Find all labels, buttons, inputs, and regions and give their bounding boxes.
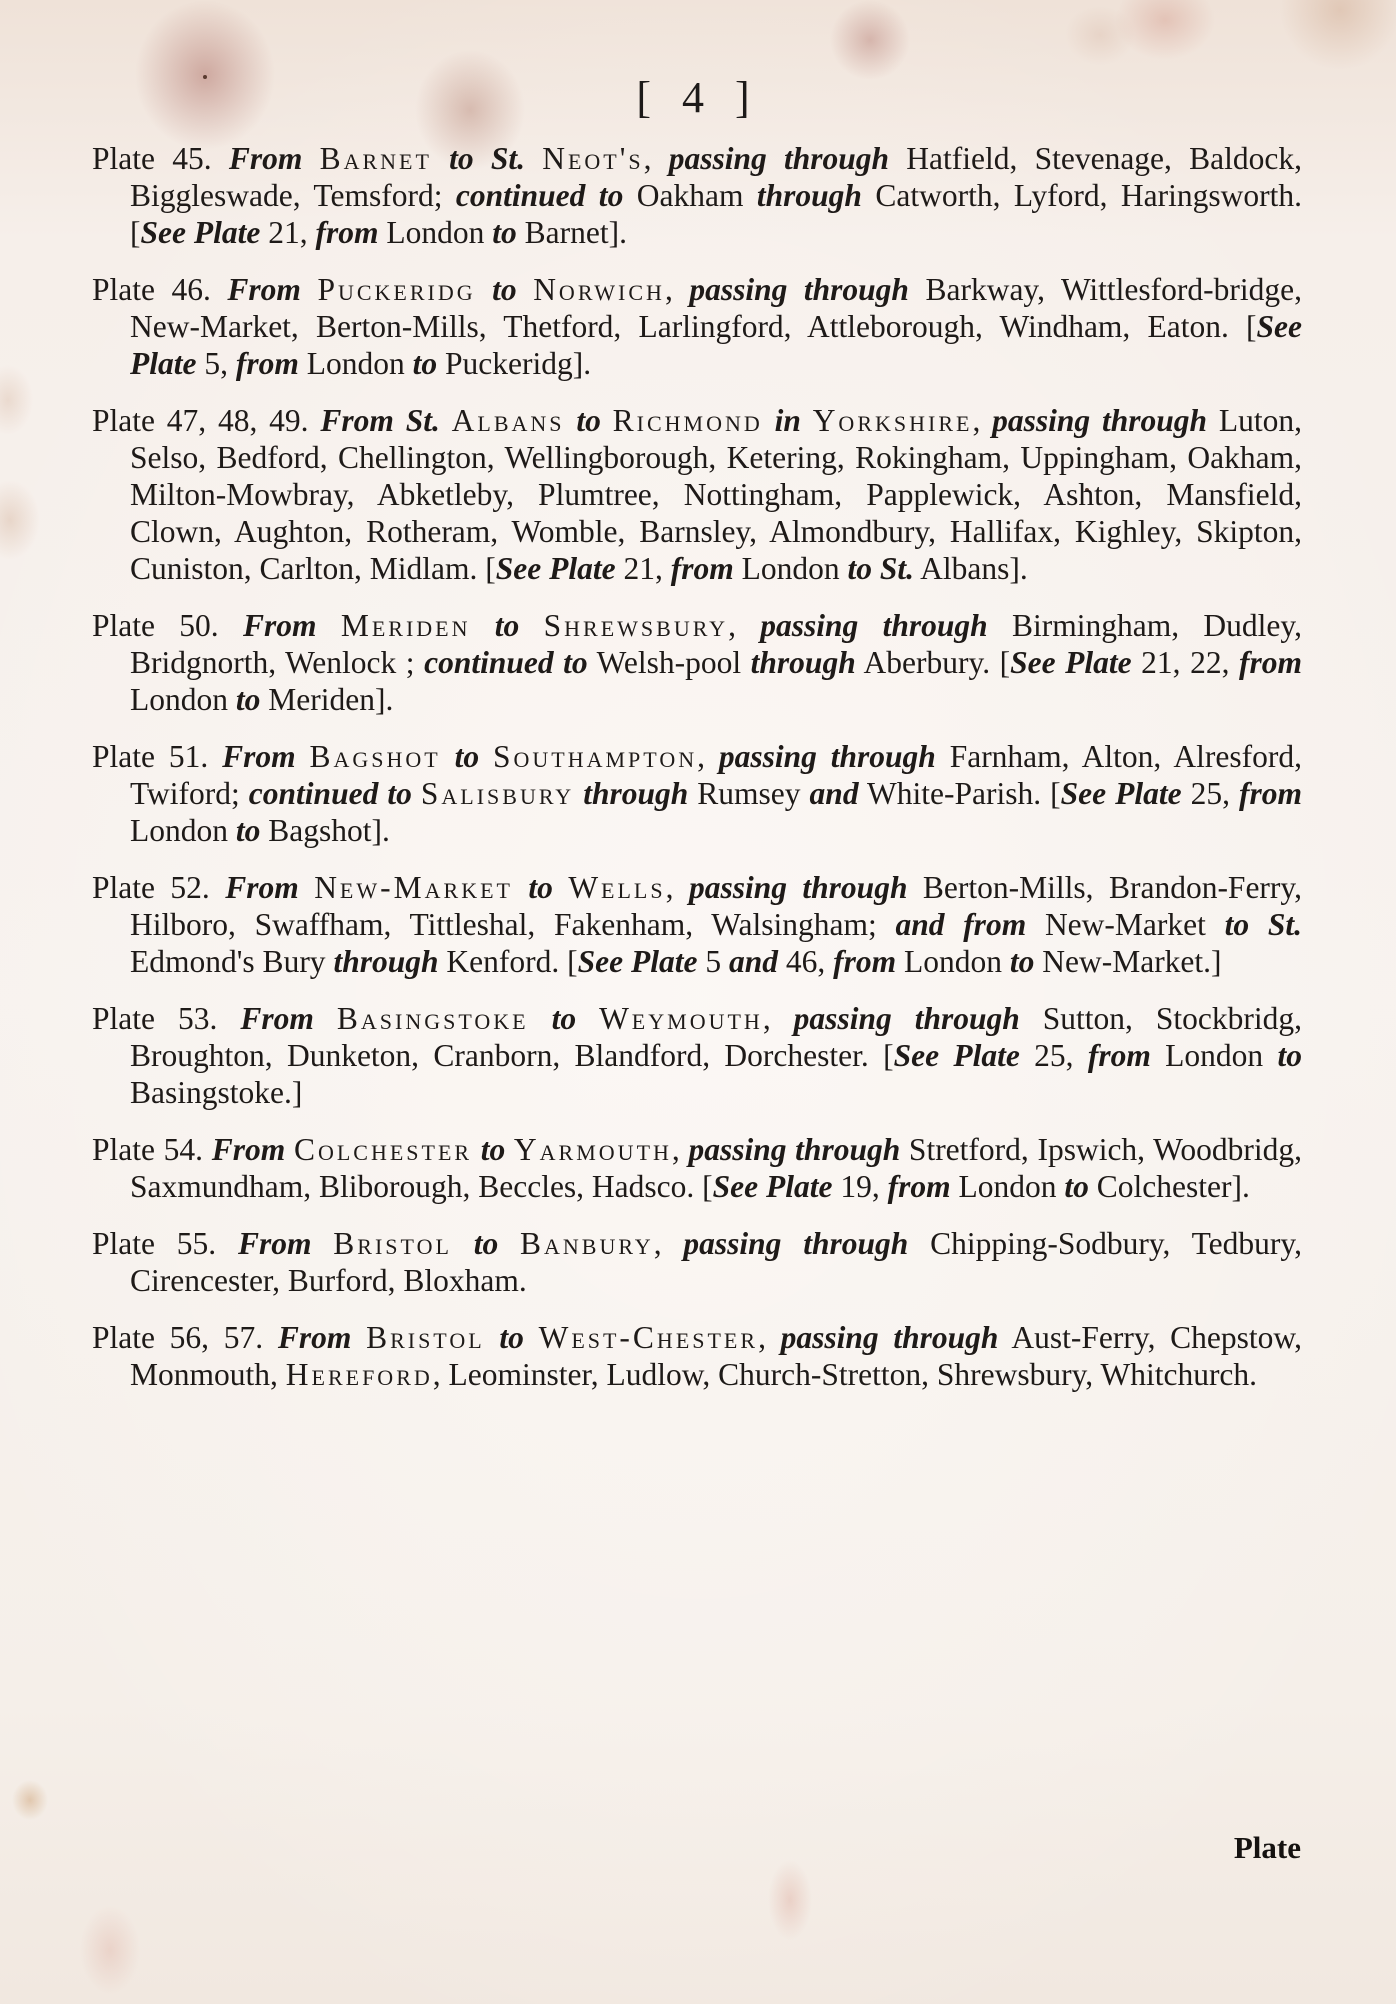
text-run: Aberbury. [ xyxy=(855,645,1011,680)
italic-run: See Plate xyxy=(140,215,261,250)
italic-run: from xyxy=(235,346,299,381)
plate-entry xyxy=(92,738,1302,849)
text-run: London xyxy=(1150,1038,1278,1073)
text-run: Stretford, Ipswich, Woodbridg, Saxmundham, Bliborough, Beccles, Hadsco. [ xyxy=(130,1132,1302,1204)
text-run: Farnham, Alton, Alresford, Twiford; xyxy=(130,739,1302,811)
italic-run: continued to xyxy=(424,645,588,680)
text-run xyxy=(314,1001,337,1036)
italic-run: See Plate xyxy=(1060,776,1182,811)
italic-run: continued to xyxy=(248,776,412,811)
italic-run: through xyxy=(574,776,689,811)
text-run: , xyxy=(643,141,669,176)
italic-run: to xyxy=(470,608,544,643)
place-name: Bristol xyxy=(333,1226,452,1261)
text-run xyxy=(351,1320,366,1355)
place-name: Banbury xyxy=(520,1226,654,1261)
text-run: 19, xyxy=(832,1169,888,1204)
italic-run: from xyxy=(1238,776,1302,811)
italic-run: to St. xyxy=(847,551,914,586)
italic-run: See Plate xyxy=(712,1169,833,1204)
text-run: Welsh-pool xyxy=(587,645,751,680)
italic-run: to xyxy=(412,346,438,381)
text-run: Meriden]. xyxy=(260,682,394,717)
text-run xyxy=(296,739,310,774)
italic-run: passing through xyxy=(780,1320,999,1355)
text-run: Barkway, Wittlesford-bridge, New-Market, Berton-Mills, Thetford, Larlingford, Attleborough, Windham, Eaton. [ xyxy=(130,272,1302,344)
plate-list xyxy=(92,140,1302,1413)
italic-run: to xyxy=(564,403,613,438)
text-run: , xyxy=(762,1001,794,1036)
text-run: 5 xyxy=(697,944,729,979)
italic-run: to xyxy=(235,813,261,848)
text-run: 21, 22, xyxy=(1131,645,1240,680)
text-run: Chipping-Sodbury, Tedbury, Cirencester, Burford, Bloxham. xyxy=(130,1226,1302,1298)
italic-run: in xyxy=(762,403,813,438)
place-name: Bagshot xyxy=(309,739,441,774)
italic-run: from xyxy=(833,944,897,979)
italic-run: passing through xyxy=(793,1001,1020,1036)
text-run: Catworth, Lyford, Haringsworth. [ xyxy=(130,178,1303,250)
catchword: Plate xyxy=(1233,1830,1301,1865)
text-run: Luton, Selso, Bedford, Chellington, Wellingborough, Ketering, Rokingham, Uppingham, Oakham, Milton-Mowbray, Abketleby, Plumtree, Nottingham, Papplewick, Ashton, Mansfield, Clown, Aughton, Rotheram, Womble, Barnsley, Almondbury, Hallifax, Kighley, Skipton, Cuniston, Carlton, Midlam. [ xyxy=(130,403,1302,586)
text-run: , xyxy=(758,1320,781,1355)
italic-run: From xyxy=(242,608,317,643)
text-run: Albans]. xyxy=(914,551,1028,586)
italic-run: See Plate xyxy=(130,309,1302,381)
text-run: New-Market.] xyxy=(1034,944,1222,979)
text-run: 25, xyxy=(1019,1038,1088,1073)
text-run: , xyxy=(653,1226,684,1261)
italic-run: passing through xyxy=(688,870,908,905)
text-run: Edmond's Bury xyxy=(130,944,334,979)
place-name: Richmond xyxy=(612,403,763,438)
italic-run: from xyxy=(1239,645,1303,680)
plate-label: Plate 55. xyxy=(92,1226,238,1261)
italic-run: From xyxy=(228,141,303,176)
place-name: Wells xyxy=(568,870,666,905)
text-run: Birmingham, Dudley, Bridgnorth, Wenlock ; xyxy=(130,608,1302,680)
place-name: West-Chester xyxy=(538,1320,759,1355)
place-name: Neot's xyxy=(542,141,644,176)
plate-label: Plate 47, 48, 49. xyxy=(92,403,321,438)
italic-run: From xyxy=(222,739,296,774)
italic-run: See Plate xyxy=(1010,645,1132,680)
text-run: Hatfield, Stevenage, Baldock, Biggleswade, Temsford; xyxy=(130,141,1302,213)
text-run: Berton-Mills, Brandon-Ferry, Hilboro, Swaffham, Tittleshal, Fakenham, Walsingham; xyxy=(130,870,1302,942)
italic-run: passing through xyxy=(718,739,936,774)
plate-entry xyxy=(92,1319,1302,1393)
text-run: London xyxy=(733,551,848,586)
italic-run: From xyxy=(211,1132,286,1167)
place-name: Colchester xyxy=(293,1132,473,1167)
plate-entry xyxy=(92,1225,1302,1299)
italic-run: continued to xyxy=(455,178,624,213)
text-run xyxy=(299,870,314,905)
italic-run: from xyxy=(315,215,379,250)
text-run: New-Market xyxy=(1026,907,1225,942)
place-name: Albans xyxy=(451,403,565,438)
text-run: Aust-Ferry, Chepstow, Monmouth, xyxy=(130,1320,1302,1392)
text-run: , xyxy=(665,870,689,905)
italic-run: to xyxy=(512,870,569,905)
text-run xyxy=(301,272,318,307)
place-name: Hereford xyxy=(285,1357,433,1392)
plate-label: Plate 50. xyxy=(92,608,243,643)
plate-label: Plate 52. xyxy=(92,870,226,905)
italic-run: from xyxy=(670,551,734,586)
place-name: Shrewsbury xyxy=(543,608,729,643)
italic-run: See Plate xyxy=(577,944,698,979)
italic-run: to xyxy=(235,682,261,717)
text-run xyxy=(285,1132,294,1167)
plate-entry xyxy=(92,402,1302,587)
italic-run: to xyxy=(1277,1038,1302,1073)
place-name: Barnet xyxy=(319,141,432,176)
plate-label: Plate 53. xyxy=(92,1001,241,1036)
italic-run: and from xyxy=(895,907,1027,942)
italic-run: passing through xyxy=(760,608,988,643)
text-run: Sutton, Stockbridg, Broughton, Dunketon, Cranborn, Blandford, Dorchester. [ xyxy=(130,1001,1302,1073)
text-run xyxy=(412,776,421,811)
italic-run: From St. xyxy=(320,403,440,438)
italic-run: to St. xyxy=(1224,907,1302,942)
plate-label: Plate 56, 57. xyxy=(92,1320,278,1355)
plate-entry xyxy=(92,1000,1302,1111)
italic-run: to xyxy=(1009,944,1035,979)
text-run: Oakham xyxy=(623,178,757,213)
plate-entry xyxy=(92,271,1302,382)
italic-run: and xyxy=(809,776,859,811)
text-run: , xyxy=(664,272,690,307)
plate-entry xyxy=(92,140,1302,251)
italic-run: From xyxy=(227,272,301,307)
text-run: , xyxy=(697,739,719,774)
italic-run: and xyxy=(728,944,778,979)
text-run: Rumsey xyxy=(688,776,810,811)
italic-run: to xyxy=(440,739,493,774)
italic-run: passing through xyxy=(683,1226,909,1261)
text-run: White-Parish. [ xyxy=(858,776,1061,811)
place-name: Yorkshire xyxy=(812,403,973,438)
place-name: Norwich xyxy=(533,272,665,307)
italic-run: to xyxy=(1064,1169,1089,1204)
text-run: 21, xyxy=(260,215,316,250)
text-run: London xyxy=(896,944,1010,979)
italic-run: from xyxy=(1087,1038,1151,1073)
italic-run: to xyxy=(492,215,517,250)
italic-run: to xyxy=(528,1001,600,1036)
italic-run: See Plate xyxy=(893,1038,1020,1073)
italic-run: From xyxy=(240,1001,314,1036)
text-run xyxy=(440,403,452,438)
plate-entry xyxy=(92,1131,1302,1205)
text-run: Barnet]. xyxy=(516,215,627,250)
text-run: 25, xyxy=(1181,776,1239,811)
italic-run: to xyxy=(484,1320,539,1355)
text-run: London xyxy=(298,346,413,381)
text-run: Basingstoke.] xyxy=(130,1075,303,1110)
italic-run: to St. xyxy=(431,141,525,176)
text-run: London xyxy=(378,215,493,250)
place-name: Bristol xyxy=(366,1320,485,1355)
place-name: Southampton xyxy=(492,739,698,774)
text-run: Kenford. [ xyxy=(438,944,578,979)
italic-run: from xyxy=(887,1169,951,1204)
text-run: , xyxy=(671,1132,689,1167)
italic-run: to xyxy=(451,1226,520,1261)
plate-entry xyxy=(92,869,1302,980)
place-name: Meriden xyxy=(340,608,471,643)
italic-run: through xyxy=(750,645,856,680)
plate-label: Plate 51. xyxy=(92,739,223,774)
page-number: [ 4 ] xyxy=(636,73,760,122)
place-name: Salisbury xyxy=(420,776,575,811)
italic-run: From xyxy=(277,1320,352,1355)
plate-label: Plate 54. xyxy=(92,1132,212,1167)
italic-run: through xyxy=(756,178,862,213)
italic-run: See Plate xyxy=(495,551,616,586)
italic-run: passing through xyxy=(992,403,1208,438)
place-name: New-Market xyxy=(314,870,513,905)
text-run: , Leominster, Ludlow, Church-Stretton, Shrewsbury, Whitchurch. xyxy=(432,1357,1258,1392)
text-run: , xyxy=(728,608,761,643)
plate-label: Plate 45. xyxy=(92,141,229,176)
italic-run: to xyxy=(475,272,534,307)
text-run xyxy=(311,1226,333,1261)
text-run: Colchester]. xyxy=(1088,1169,1250,1204)
text-run xyxy=(525,141,542,176)
text-run: Bagshot]. xyxy=(260,813,390,848)
italic-run: to xyxy=(472,1132,514,1167)
italic-run: passing through xyxy=(668,141,890,176)
italic-run: passing through xyxy=(689,272,909,307)
text-run: London xyxy=(130,813,236,848)
place-name: Basingstoke xyxy=(336,1001,529,1036)
text-run: London xyxy=(950,1169,1065,1204)
text-run: , xyxy=(972,403,993,438)
plate-entry xyxy=(92,607,1302,718)
text-run: 5, xyxy=(196,346,236,381)
place-name: Yarmouth xyxy=(513,1132,672,1167)
text-run: 46, xyxy=(777,944,834,979)
italic-run: From xyxy=(225,870,299,905)
italic-run: through xyxy=(333,944,439,979)
text-run: 21, xyxy=(615,551,671,586)
place-name: Weymouth xyxy=(599,1001,763,1036)
italic-run: passing through xyxy=(688,1132,901,1167)
italic-run: From xyxy=(237,1226,312,1261)
text-run xyxy=(317,608,341,643)
text-run xyxy=(302,141,319,176)
text-run: London xyxy=(130,682,236,717)
text-run: Puckeridg]. xyxy=(437,346,592,381)
plate-label: Plate 46. xyxy=(92,272,228,307)
place-name: Puckeridg xyxy=(317,272,476,307)
